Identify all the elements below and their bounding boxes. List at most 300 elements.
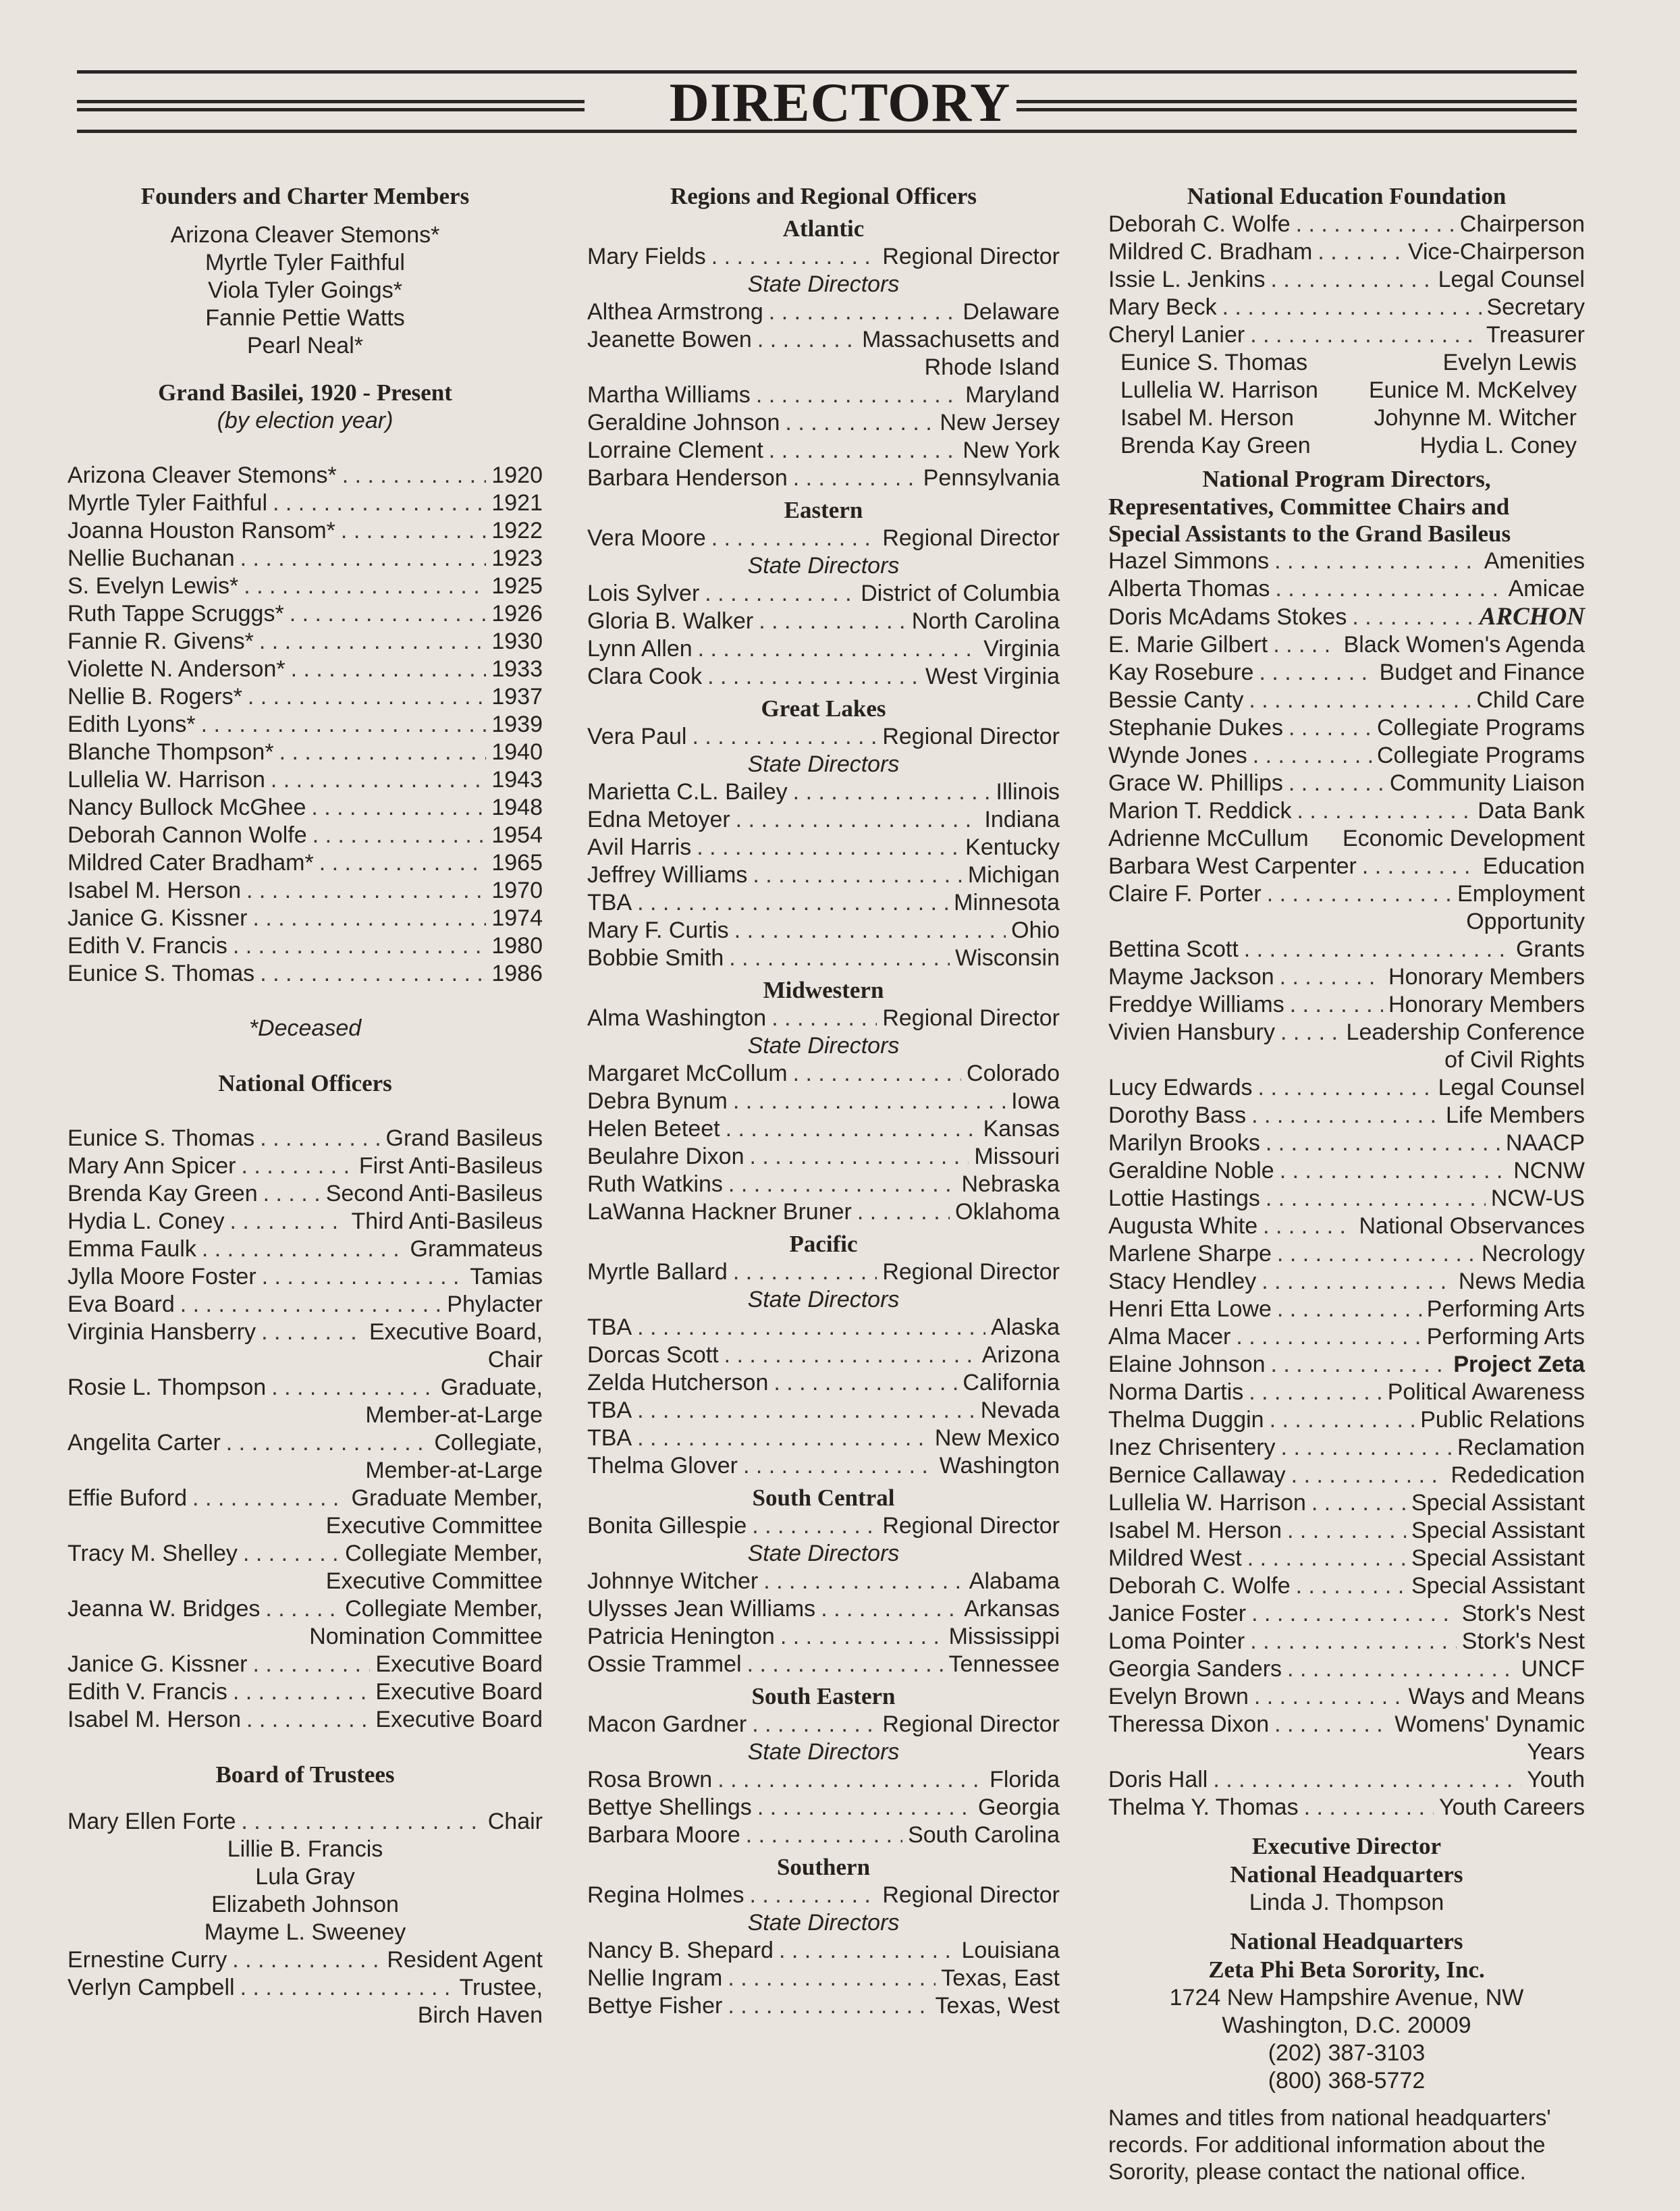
entry-name: Edith Lyons* bbox=[67, 712, 196, 737]
entry-name: Alma Washington bbox=[587, 1005, 767, 1031]
directory-row bbox=[587, 1258, 1060, 1286]
dot-leader bbox=[271, 766, 486, 794]
dot-leader bbox=[753, 861, 963, 889]
entry-name: Barbara West Carpenter bbox=[1108, 853, 1357, 879]
entry-title: Texas, East bbox=[941, 1965, 1060, 1991]
entry-title: Phylacter bbox=[447, 1291, 543, 1317]
entry-name: Fannie R. Givens* bbox=[67, 629, 254, 654]
entry-name: Bessie Canty bbox=[1108, 687, 1244, 713]
entry-name: Mary Beck bbox=[1108, 294, 1217, 320]
entry-title: UNCF bbox=[1521, 1656, 1585, 1682]
entry-title-continued: Birch Haven bbox=[417, 2002, 543, 2028]
directory-row bbox=[67, 1125, 543, 1152]
directory-row bbox=[1108, 548, 1585, 575]
directory-row bbox=[1108, 1296, 1585, 1323]
entry-title: News Media bbox=[1458, 1269, 1585, 1294]
directory-row bbox=[587, 834, 1060, 861]
dot-leader bbox=[1277, 1240, 1476, 1268]
entry-name: Vera Moore bbox=[587, 525, 706, 551]
entry-title: Wisconsin bbox=[955, 945, 1060, 971]
entry-title: Performing Arts bbox=[1426, 1324, 1585, 1350]
entry-title: Honorary Members bbox=[1388, 992, 1585, 1017]
entry-title: 1937 bbox=[491, 684, 543, 710]
entry-name: Alma Macer bbox=[1108, 1324, 1231, 1350]
entry-name: Bettye Fisher bbox=[587, 1993, 723, 2019]
entry-title: Indiana bbox=[984, 807, 1060, 832]
dot-leader bbox=[1287, 1517, 1406, 1545]
dot-leader bbox=[232, 1946, 381, 1974]
entry-name: TBA bbox=[587, 890, 632, 915]
entry-title: Employment bbox=[1457, 881, 1585, 907]
dot-leader bbox=[1254, 1683, 1403, 1711]
entry-name: Lynn Allen bbox=[587, 636, 693, 662]
directory-row bbox=[1108, 321, 1585, 349]
directory-row bbox=[587, 1314, 1060, 1341]
dot-leader bbox=[1250, 321, 1481, 349]
dot-leader bbox=[259, 628, 486, 656]
entry-title: 1940 bbox=[491, 739, 543, 765]
directory-row bbox=[587, 1595, 1060, 1623]
entry-name: Stacy Hendley bbox=[1108, 1269, 1257, 1294]
dot-leader bbox=[747, 1651, 944, 1678]
entry-name: Jeanna W. Bridges bbox=[67, 1596, 261, 1622]
entry-title: 1974 bbox=[491, 905, 543, 931]
dot-leader bbox=[779, 1937, 956, 1965]
directory-row bbox=[67, 1208, 543, 1235]
directory-row bbox=[1108, 1462, 1585, 1489]
entry-title: First Anti-Basileus bbox=[358, 1153, 543, 1179]
dot-leader bbox=[265, 1595, 340, 1623]
entry-title: Project Zeta bbox=[1453, 1352, 1585, 1377]
entry-title: Tamias bbox=[470, 1264, 543, 1289]
entry-title: New Mexico bbox=[934, 1425, 1060, 1451]
entry-title: Chair bbox=[487, 1809, 543, 1834]
program-directors-heading: Representatives, Committee Chairs and bbox=[1108, 494, 1510, 520]
dot-leader bbox=[769, 437, 958, 464]
directory-row bbox=[587, 889, 1060, 917]
dot-leader bbox=[752, 1512, 877, 1540]
entry-title: Illinois bbox=[996, 779, 1060, 805]
entry-name: Henri Etta Lowe bbox=[1108, 1296, 1272, 1322]
entry-title-continued: Member-at-Large bbox=[365, 1402, 543, 1428]
entry-title: Executive Board, bbox=[369, 1319, 543, 1345]
entry-name: Geraldine Noble bbox=[1108, 1158, 1274, 1183]
entry-title-continued: of Civil Rights bbox=[1444, 1047, 1585, 1073]
entry-title: Executive Board bbox=[375, 1651, 543, 1677]
directory-row bbox=[67, 628, 543, 656]
directory-row bbox=[67, 600, 543, 628]
founder-name: Pearl Neal* bbox=[247, 333, 363, 358]
directory-row bbox=[587, 1766, 1060, 1794]
entry-title: 1926 bbox=[491, 601, 543, 627]
directory-row bbox=[1108, 294, 1585, 321]
dot-leader bbox=[759, 608, 906, 635]
entry-title: Leadership Conference bbox=[1346, 1019, 1585, 1045]
entry-title: 1930 bbox=[491, 629, 543, 654]
dot-leader bbox=[244, 572, 486, 600]
dot-leader bbox=[726, 1115, 978, 1143]
education-foundation-heading: National Education Foundation bbox=[1187, 183, 1507, 209]
directory-row bbox=[587, 1060, 1060, 1088]
entry-name: Eunice S. Thomas bbox=[67, 1125, 255, 1151]
entry-name: Ruth Watkins bbox=[587, 1171, 723, 1197]
entry-name: Rosie L. Thompson bbox=[67, 1375, 267, 1400]
entry-name: Deborah Cannon Wolfe bbox=[67, 822, 307, 848]
entry-name: Mildred Cater Bradham* bbox=[67, 850, 314, 876]
dot-leader bbox=[1266, 1185, 1486, 1213]
dot-leader bbox=[1251, 1102, 1440, 1129]
entry-name: Edith V. Francis bbox=[67, 933, 227, 959]
dot-leader bbox=[1304, 1794, 1434, 1821]
entry-title: Washington bbox=[939, 1453, 1060, 1479]
entry-name: Bobbie Smith bbox=[587, 945, 724, 971]
dot-leader bbox=[1251, 1600, 1457, 1628]
entry-title: 1970 bbox=[491, 878, 543, 903]
entry-title: Political Awareness bbox=[1387, 1379, 1585, 1405]
entry-title: Mississippi bbox=[948, 1624, 1060, 1649]
directory-row bbox=[587, 464, 1060, 492]
directory-row bbox=[1108, 1240, 1585, 1268]
entry-name: Dorcas Scott bbox=[587, 1342, 719, 1368]
entry-title: Ohio bbox=[1011, 917, 1060, 943]
directory-row bbox=[1108, 1379, 1585, 1406]
dot-leader bbox=[1289, 714, 1372, 742]
entry-name: Brenda Kay Green bbox=[67, 1181, 258, 1206]
dot-leader bbox=[260, 960, 486, 988]
directory-row bbox=[67, 1595, 543, 1623]
entry-title: Vice-Chairperson bbox=[1407, 239, 1585, 265]
column-middle bbox=[587, 182, 1060, 2020]
dot-leader bbox=[1275, 575, 1502, 603]
entry-title: 1933 bbox=[491, 656, 543, 682]
entry-title: Michigan bbox=[967, 862, 1060, 888]
entry-title-continued: Chair bbox=[487, 1347, 543, 1373]
entry-name: Effie Buford bbox=[67, 1485, 188, 1511]
entry-title: Grammateus bbox=[410, 1236, 543, 1262]
entry-name: Bernice Callaway bbox=[1108, 1462, 1286, 1488]
founder-name: Fannie Pettie Watts bbox=[205, 305, 405, 331]
entry-title: Honorary Members bbox=[1388, 964, 1585, 990]
entry-name: Emma Faulk bbox=[67, 1236, 196, 1262]
directory-row bbox=[587, 381, 1060, 409]
directory-row bbox=[1108, 238, 1585, 266]
directory-row bbox=[67, 905, 543, 932]
entry-name: Norma Dartis bbox=[1108, 1379, 1244, 1405]
entry-name: Cheryl Lanier bbox=[1108, 322, 1245, 348]
directory-row bbox=[1108, 936, 1585, 963]
entry-name: LaWanna Hackner Bruner bbox=[587, 1199, 852, 1225]
entry-name: E. Marie Gilbert bbox=[1108, 632, 1268, 658]
entry-name: Jylla Moore Foster bbox=[67, 1264, 256, 1289]
dot-leader bbox=[749, 1143, 969, 1171]
entry-name: Deborah C. Wolfe bbox=[1108, 211, 1291, 237]
foundation-member: Hydia L. Coney bbox=[1419, 433, 1577, 458]
entry-name: Bettye Shellings bbox=[587, 1794, 752, 1820]
entry-name: Martha Williams bbox=[587, 382, 751, 408]
executive-director-heading: Executive Director bbox=[1251, 1833, 1442, 1859]
entry-title: California bbox=[963, 1370, 1060, 1395]
entry-title: Virginia bbox=[983, 636, 1060, 662]
entry-title: Nevada bbox=[980, 1397, 1060, 1423]
entry-name: Mildred C. Bradham bbox=[1108, 239, 1313, 265]
entry-title: Iowa bbox=[1011, 1088, 1060, 1114]
founder-name: Myrtle Tyler Faithful bbox=[205, 250, 405, 275]
entry-title: 1948 bbox=[491, 795, 543, 820]
directory-row bbox=[587, 778, 1060, 806]
directory-row bbox=[1108, 1628, 1585, 1655]
dot-leader bbox=[241, 1152, 353, 1180]
directory-row bbox=[1108, 575, 1585, 603]
entry-name: Arizona Cleaver Stemons* bbox=[67, 462, 337, 488]
dot-leader bbox=[252, 1651, 370, 1678]
dot-leader bbox=[271, 1374, 435, 1402]
entry-name: Margaret McCollum bbox=[587, 1061, 788, 1086]
entry-title: Child Care bbox=[1476, 687, 1585, 713]
entry-name: Doris McAdams Stokes bbox=[1108, 604, 1347, 630]
entry-title-continued: Member-at-Large bbox=[365, 1458, 543, 1483]
grand-basilei-heading: Grand Basilei, 1920 - Present bbox=[158, 379, 452, 406]
dot-leader bbox=[279, 739, 487, 766]
dot-leader bbox=[1296, 1572, 1406, 1600]
directory-row bbox=[1108, 1074, 1585, 1102]
dot-leader bbox=[201, 711, 487, 739]
directory-row bbox=[587, 1171, 1060, 1198]
dot-leader bbox=[637, 1314, 985, 1341]
entry-name: Zelda Hutcherson bbox=[587, 1370, 769, 1395]
dot-leader bbox=[756, 381, 960, 409]
directory-row bbox=[67, 1263, 543, 1291]
entry-name: Augusta White bbox=[1108, 1213, 1258, 1239]
entry-name: Hydia L. Coney bbox=[67, 1208, 225, 1234]
regions-heading: Regions and Regional Officers bbox=[670, 183, 977, 209]
dot-leader bbox=[1258, 1074, 1433, 1102]
entry-title: Stork's Nest bbox=[1461, 1628, 1585, 1654]
entry-name: Eva Board bbox=[67, 1291, 175, 1317]
entry-title: Maryland bbox=[965, 382, 1060, 408]
dot-leader bbox=[698, 635, 979, 663]
entry-name: Evelyn Brown bbox=[1108, 1684, 1249, 1709]
entry-name: Lois Sylver bbox=[587, 581, 700, 606]
entry-name: Myrtle Ballard bbox=[587, 1259, 728, 1285]
entry-title: Amicae bbox=[1508, 576, 1585, 602]
dot-leader bbox=[857, 1198, 950, 1226]
entry-title: Massachusetts and bbox=[862, 327, 1060, 352]
entry-title: Regional Director bbox=[882, 1005, 1060, 1031]
entry-name: Stephanie Dukes bbox=[1108, 715, 1283, 741]
directory-row bbox=[67, 517, 543, 545]
entry-name: Edith V. Francis bbox=[67, 1679, 227, 1705]
dot-leader bbox=[311, 794, 486, 822]
dot-leader bbox=[785, 409, 934, 437]
dot-leader bbox=[229, 1208, 346, 1235]
entry-title: Stork's Nest bbox=[1461, 1601, 1585, 1626]
dot-leader bbox=[1273, 631, 1338, 659]
dot-leader bbox=[749, 1882, 877, 1909]
dot-leader bbox=[793, 778, 991, 806]
foundation-member: Eunice S. Thomas bbox=[1120, 350, 1308, 375]
dot-leader bbox=[1290, 991, 1383, 1019]
entry-title: 1921 bbox=[491, 490, 543, 516]
directory-row bbox=[1108, 1517, 1585, 1545]
directory-row bbox=[67, 462, 543, 489]
region-heading: South Central bbox=[752, 1485, 895, 1511]
foundation-member: Johynne M. Witcher bbox=[1374, 405, 1577, 431]
entry-name: Adrienne McCullum bbox=[1108, 826, 1309, 851]
dot-leader bbox=[248, 683, 486, 711]
state-directors-label: State Directors bbox=[747, 751, 900, 777]
entry-name: Blanche Thompson* bbox=[67, 739, 274, 765]
dot-leader bbox=[637, 1397, 975, 1424]
dot-leader bbox=[1249, 1379, 1382, 1406]
entry-name: S. Evelyn Lewis* bbox=[67, 573, 239, 599]
dot-leader bbox=[733, 1088, 1006, 1115]
entry-name: Ernestine Curry bbox=[67, 1947, 227, 1973]
entry-title: Collegiate Programs bbox=[1376, 715, 1585, 741]
directory-row bbox=[1108, 1766, 1585, 1794]
directory-row bbox=[67, 1374, 543, 1402]
entry-name: Janice Foster bbox=[1108, 1601, 1247, 1626]
entry-name: Loma Pointer bbox=[1108, 1628, 1245, 1654]
dot-leader bbox=[1250, 1628, 1457, 1655]
directory-row bbox=[587, 861, 1060, 889]
entry-name: Lullelia W. Harrison bbox=[1108, 1490, 1306, 1516]
entry-name: Nancy Bullock McGhee bbox=[67, 795, 306, 820]
page-title: DIRECTORY bbox=[669, 72, 1011, 133]
directory-row bbox=[67, 1540, 543, 1568]
entry-title: Economic Development bbox=[1342, 826, 1585, 851]
entry-name: TBA bbox=[587, 1314, 632, 1340]
entry-name: Kay Rosebure bbox=[1108, 660, 1254, 685]
entry-title: NCNW bbox=[1513, 1158, 1585, 1183]
records-note: Names and titles from national headquarters' records. For additional information about the Sorority, please contact the national office. bbox=[1108, 2105, 1551, 2184]
entry-name: Thelma Duggin bbox=[1108, 1407, 1264, 1433]
dot-leader bbox=[724, 1341, 977, 1369]
foundation-member-pair bbox=[1108, 432, 1585, 460]
directory-row bbox=[587, 1992, 1060, 2020]
dot-leader bbox=[1280, 1019, 1341, 1046]
entry-title: Regional Director bbox=[882, 1513, 1060, 1539]
directory-row bbox=[67, 1706, 543, 1734]
entry-name: Edna Metoyer bbox=[587, 807, 730, 832]
foundation-member-pair bbox=[1108, 377, 1585, 404]
directory-row bbox=[587, 1794, 1060, 1821]
entry-name: Mary Ellen Forte bbox=[67, 1809, 236, 1834]
dot-leader bbox=[1289, 770, 1384, 797]
entry-title-continued: Executive Committee bbox=[325, 1568, 543, 1594]
directory-row bbox=[1108, 1489, 1585, 1517]
entry-title: Legal Counsel bbox=[1438, 267, 1585, 292]
directory-row bbox=[67, 545, 543, 572]
directory-row bbox=[67, 822, 543, 849]
entry-title: Womens' Dynamic bbox=[1394, 1711, 1585, 1737]
directory-row bbox=[587, 1937, 1060, 1965]
foundation-member: Eunice M. McKelvey bbox=[1369, 377, 1577, 403]
directory-row bbox=[587, 1882, 1060, 1909]
dot-leader bbox=[1274, 548, 1479, 575]
directory-row bbox=[67, 1152, 543, 1180]
entry-title: Oklahoma bbox=[955, 1199, 1060, 1225]
entry-name: Myrtle Tyler Faithful bbox=[67, 490, 268, 516]
entry-name: Janice G. Kissner bbox=[67, 905, 248, 931]
deceased-note: *Deceased bbox=[248, 1015, 362, 1041]
entry-title: Kansas bbox=[983, 1116, 1060, 1142]
entry-title: Regional Director bbox=[882, 525, 1060, 551]
entry-title: Trustee, bbox=[459, 1975, 543, 2000]
directory-row bbox=[1108, 1711, 1585, 1738]
directory-row bbox=[67, 1318, 543, 1346]
dot-leader bbox=[821, 1595, 958, 1623]
directory-row bbox=[67, 1946, 543, 1974]
directory-row bbox=[67, 849, 543, 877]
entry-name: Nancy B. Shepard bbox=[587, 1938, 774, 1963]
entry-name: Isabel M. Herson bbox=[1108, 1518, 1282, 1543]
dot-leader bbox=[240, 1974, 454, 2002]
entry-name: Marilyn Brooks bbox=[1108, 1130, 1260, 1156]
directory-row bbox=[1108, 603, 1585, 631]
directory-row bbox=[1108, 770, 1585, 797]
directory-row bbox=[1108, 853, 1585, 880]
directory-row bbox=[67, 1485, 543, 1512]
column-left bbox=[67, 182, 543, 2029]
entry-title: Collegiate, bbox=[434, 1430, 543, 1456]
dot-leader bbox=[1281, 1434, 1452, 1462]
directory-row bbox=[587, 409, 1060, 437]
entry-name: Marlene Sharpe bbox=[1108, 1241, 1272, 1267]
entry-title: Regional Director bbox=[882, 244, 1060, 269]
dot-leader bbox=[263, 1180, 321, 1208]
directory-row bbox=[587, 525, 1060, 552]
entry-name: Mary Fields bbox=[587, 244, 706, 269]
entry-name: Vivien Hansbury bbox=[1108, 1019, 1275, 1045]
directory-row bbox=[587, 723, 1060, 751]
directory-row bbox=[1108, 1600, 1585, 1628]
entry-title: Special Assistant bbox=[1411, 1573, 1585, 1599]
dot-leader bbox=[1213, 1766, 1521, 1794]
dot-leader bbox=[1259, 659, 1374, 687]
entry-name: Marietta C.L. Bailey bbox=[587, 779, 788, 805]
directory-row bbox=[587, 1341, 1060, 1369]
directory-row bbox=[67, 572, 543, 600]
directory-row bbox=[587, 243, 1060, 271]
entry-title: Delaware bbox=[963, 299, 1060, 325]
dot-leader bbox=[774, 1369, 957, 1397]
entry-name: Regina Holmes bbox=[587, 1882, 744, 1908]
entry-title: Louisiana bbox=[961, 1938, 1060, 1963]
entry-title: 1965 bbox=[491, 850, 543, 876]
entry-title: Life Members bbox=[1446, 1102, 1585, 1128]
dot-leader bbox=[757, 326, 857, 354]
entry-title: West Virginia bbox=[925, 664, 1060, 689]
dot-leader bbox=[180, 1291, 442, 1318]
entry-title-continued: Executive Committee bbox=[325, 1513, 543, 1539]
entry-title: Legal Counsel bbox=[1438, 1075, 1585, 1100]
dot-leader bbox=[1280, 1157, 1509, 1185]
entry-title: District of Columbia bbox=[861, 581, 1060, 606]
directory-row bbox=[67, 932, 543, 960]
entry-title: Amenities bbox=[1484, 548, 1585, 574]
entry-name: Tracy M. Shelley bbox=[67, 1541, 238, 1566]
entry-title: Necrology bbox=[1481, 1241, 1585, 1267]
directory-row bbox=[587, 1821, 1060, 1849]
entry-name: Macon Gardner bbox=[587, 1711, 747, 1737]
dot-leader bbox=[711, 243, 877, 271]
dot-leader bbox=[240, 545, 487, 572]
directory-row bbox=[1108, 1213, 1585, 1240]
entry-title: Public Relations bbox=[1420, 1407, 1585, 1433]
entry-name: Wynde Jones bbox=[1108, 743, 1247, 768]
dot-leader bbox=[261, 1318, 364, 1346]
dot-leader bbox=[1236, 1323, 1421, 1351]
